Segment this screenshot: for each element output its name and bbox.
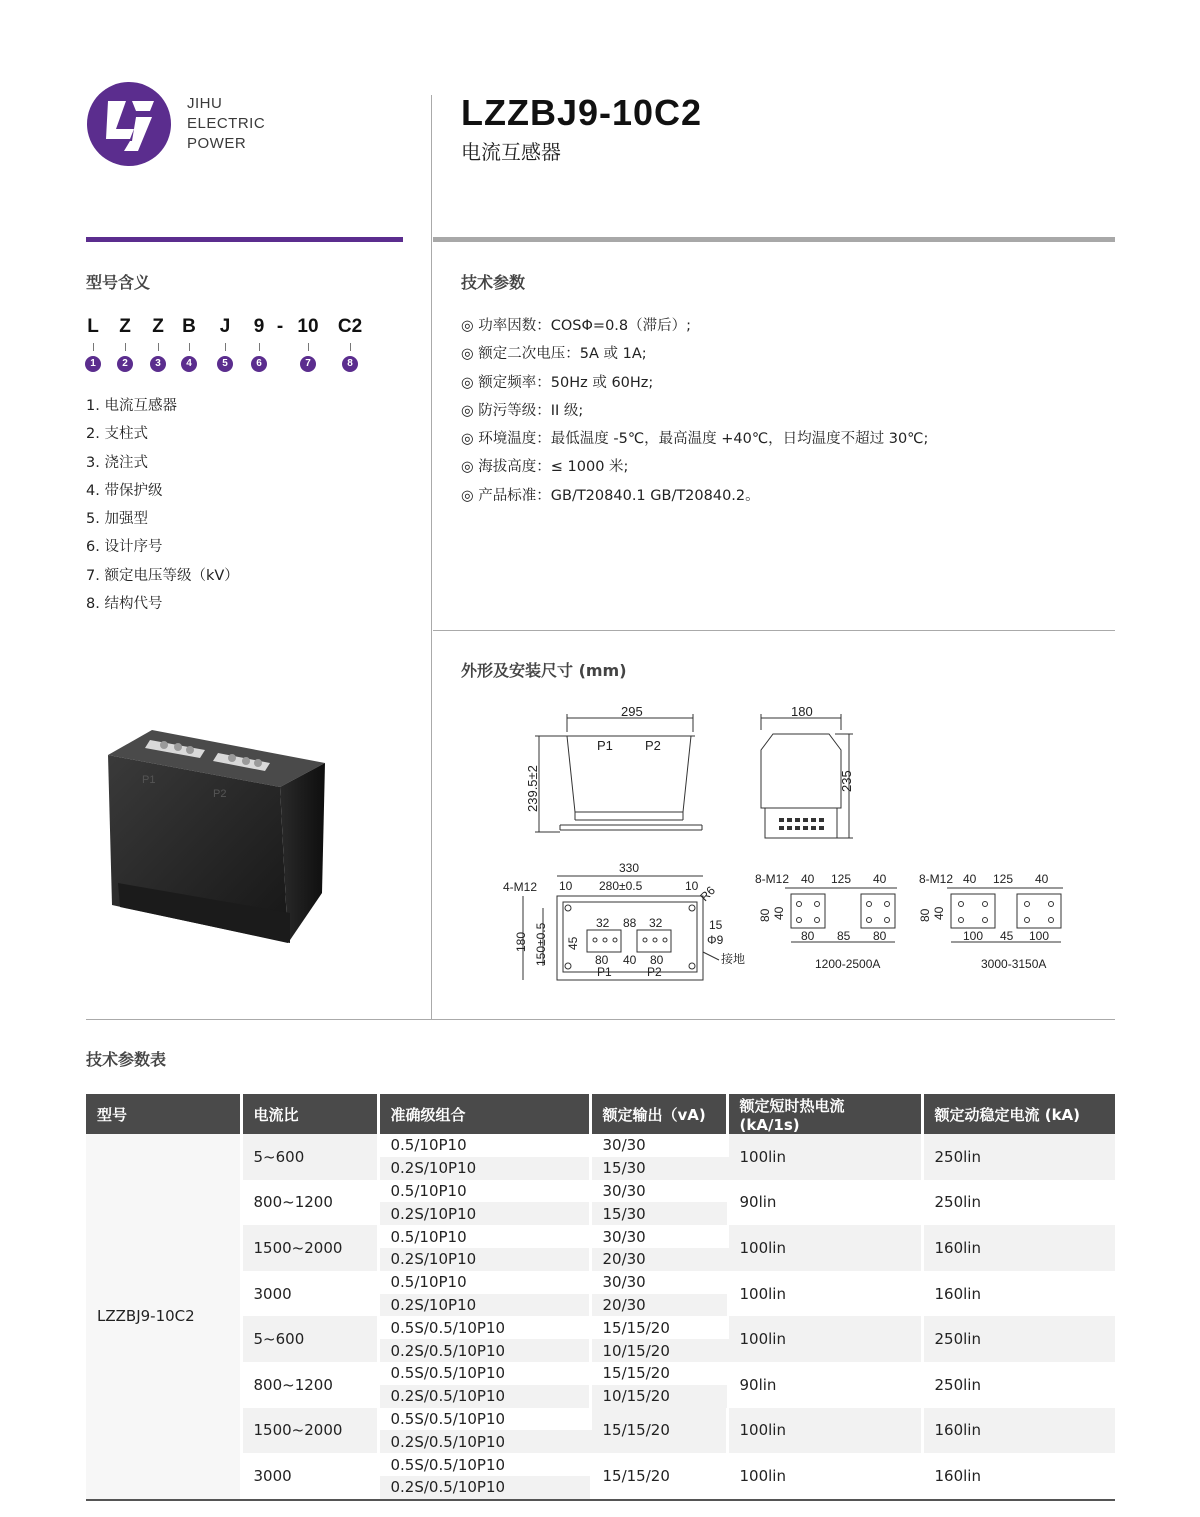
- code-letter: Z: [152, 316, 164, 337]
- table-row: [86, 1225, 1115, 1248]
- code-number: 1: [85, 356, 101, 372]
- meaning-item: 7. 额定电压等级（kV）: [86, 567, 239, 584]
- cell-ratio: 5~600: [241, 1134, 378, 1180]
- code-number: 6: [251, 356, 267, 372]
- cell-output: 20/30: [590, 1248, 727, 1271]
- gray-rule: [433, 237, 1115, 242]
- cell-output: 15/15/20: [590, 1408, 727, 1454]
- dim-base-edge-r: 10: [685, 879, 699, 893]
- param-item: ◎ 额定二次电压：5A 或 1A;: [461, 346, 647, 363]
- tech-params-list: [461, 312, 928, 510]
- cell-accuracy: 0.5/10P10: [378, 1134, 590, 1157]
- table-row: [86, 1134, 1115, 1157]
- code-letter: B: [182, 316, 196, 337]
- dim-side-width: 180: [791, 704, 813, 719]
- cell-output: 30/30: [590, 1180, 727, 1203]
- cell-output: 10/15/20: [590, 1385, 727, 1408]
- header-divider: [431, 95, 432, 1020]
- term-b-h2: 40: [932, 906, 946, 920]
- term-a-h1: 80: [758, 908, 772, 922]
- code-number: 3: [150, 356, 166, 372]
- cell-accuracy: 0.5/10P10: [378, 1180, 590, 1203]
- cell-thermal: 100lin: [727, 1225, 922, 1271]
- term-a-label: 1200-2500A: [815, 957, 881, 971]
- cell-dynamic: 250lin: [922, 1134, 1115, 1180]
- dim-base-span: 280±0.5: [599, 879, 643, 893]
- code-tick: [125, 343, 126, 351]
- dim-base-h45: 45: [566, 936, 580, 950]
- product-photo: [100, 725, 330, 950]
- cell-accuracy: 0.2S/0.5/10P10: [378, 1430, 590, 1453]
- dimension-drawings: [495, 700, 1075, 990]
- cell-output: 30/30: [590, 1225, 727, 1248]
- cell-accuracy: 0.2S/10P10: [378, 1294, 590, 1317]
- cell-output: 15/15/20: [590, 1316, 727, 1339]
- term-b-w2: 45: [1000, 929, 1014, 943]
- cell-accuracy: 0.2S/10P10: [378, 1157, 590, 1180]
- dim-front-width: 295: [621, 704, 643, 719]
- param-item: ◎ 功率因数：COSΦ=0.8（滞后）;: [461, 318, 692, 334]
- param-item: ◎ 额定频率：50Hz 或 60Hz;: [461, 374, 654, 391]
- cell-dynamic: 250lin: [922, 1180, 1115, 1226]
- meaning-item: 3. 浇注式: [86, 454, 148, 471]
- param-item: ◎ 防污等级：II 级;: [461, 402, 584, 419]
- cell-accuracy: 0.2S/0.5/10P10: [378, 1339, 590, 1362]
- cell-output: 15/30: [590, 1202, 727, 1225]
- cell-output: 15/15/20: [590, 1362, 727, 1385]
- term-a-h2: 40: [772, 906, 786, 920]
- cell-thermal: 90lin: [727, 1180, 922, 1226]
- code-tick: [350, 343, 351, 351]
- param-item: ◎ 产品标准：GB/T20840.1 GB/T20840.2。: [461, 487, 760, 504]
- code-letter: 9: [253, 316, 265, 337]
- dim-base-depth-in: 150±0.5: [534, 922, 548, 966]
- dim-base-radius: R6: [697, 883, 718, 905]
- cell-accuracy: 0.2S/0.5/10P10: [378, 1476, 590, 1499]
- cell-dynamic: 160lin: [922, 1225, 1115, 1271]
- code-letter: 10: [297, 316, 319, 337]
- dimensions-heading: 外形及安装尺寸 (mm): [461, 661, 627, 680]
- code-letter: L: [87, 316, 99, 337]
- photo-label-p1: P1: [142, 774, 156, 786]
- table-row: [86, 1453, 1115, 1476]
- term-b-label: 3000-3150A: [981, 957, 1047, 971]
- dim-side-height: 235: [839, 770, 854, 792]
- col-header: 型号: [86, 1094, 241, 1134]
- code-letter: C2: [337, 316, 363, 337]
- dim-base-t3: 32: [649, 916, 663, 930]
- cell-thermal: 100lin: [727, 1453, 922, 1499]
- cell-accuracy: 0.5S/0.5/10P10: [378, 1453, 590, 1476]
- cell-dynamic: 160lin: [922, 1271, 1115, 1317]
- code-tick: [259, 343, 260, 351]
- cell-ratio: 1500~2000: [241, 1408, 378, 1454]
- cell-model: LZZBJ9-10C2: [86, 1134, 241, 1499]
- dim-base-b1: 80: [595, 953, 609, 967]
- code-tick: [225, 343, 226, 351]
- section-divider: [433, 630, 1115, 631]
- code-number: 7: [300, 356, 316, 372]
- term-b-w3: 100: [1029, 929, 1050, 943]
- model-meaning-heading: 型号含义: [86, 273, 151, 292]
- col-header: 电流比: [241, 1094, 378, 1134]
- cell-thermal: 90lin: [727, 1362, 922, 1408]
- purple-rule: [86, 237, 403, 242]
- cell-ratio: 1500~2000: [241, 1225, 378, 1271]
- dim-base-bolt: 4-M12: [503, 880, 538, 894]
- param-item: ◎ 海拔高度：≤ 1000 米;: [461, 459, 629, 476]
- meaning-item: 6. 设计序号: [86, 539, 163, 556]
- table-header-row: [86, 1094, 1115, 1134]
- meaning-item: 2. 支柱式: [86, 426, 148, 443]
- cell-dynamic: 250lin: [922, 1316, 1115, 1362]
- dim-base-p1: P1: [597, 965, 612, 979]
- term-a-w1: 80: [801, 929, 815, 943]
- code-number: 2: [117, 356, 133, 372]
- cell-accuracy: 0.5S/0.5/10P10: [378, 1408, 590, 1431]
- meaning-item: 4. 带保护级: [86, 482, 163, 499]
- cell-ratio: 3000: [241, 1271, 378, 1317]
- dim-base-total: 330: [619, 861, 640, 875]
- meaning-item: 1. 电流互感器: [86, 398, 177, 414]
- term-b-a: 40: [963, 872, 977, 886]
- cell-dynamic: 160lin: [922, 1453, 1115, 1499]
- code-tick: [158, 343, 159, 351]
- term-b-b: 125: [993, 872, 1014, 886]
- dim-base-ground: 接地: [721, 952, 746, 966]
- cell-dynamic: 250lin: [922, 1362, 1115, 1408]
- table-heading: 技术参数表: [86, 1050, 167, 1069]
- meaning-item: 8. 结构代号: [86, 596, 163, 613]
- term-b-bolt: 8-M12: [919, 872, 954, 886]
- cell-accuracy: 0.5S/0.5/10P10: [378, 1362, 590, 1385]
- cell-output: 30/30: [590, 1271, 727, 1294]
- cell-accuracy: 0.2S/10P10: [378, 1202, 590, 1225]
- cell-output: 20/30: [590, 1294, 727, 1317]
- cell-accuracy: 0.2S/10P10: [378, 1248, 590, 1271]
- dim-base-edge-l: 10: [559, 879, 573, 893]
- table-row: [86, 1271, 1115, 1294]
- meaning-item: 5. 加强型: [86, 511, 148, 528]
- brand-line-1: JIHU: [187, 95, 223, 112]
- cell-accuracy: 0.5/10P10: [378, 1271, 590, 1294]
- term-b-h1: 80: [918, 908, 932, 922]
- term-a-b: 125: [831, 872, 852, 886]
- tech-params-heading: 技术参数: [461, 273, 526, 292]
- photo-label-p2: P2: [213, 788, 227, 800]
- code-number: 4: [181, 356, 197, 372]
- cell-output: 30/30: [590, 1134, 727, 1157]
- model-code: [80, 316, 380, 376]
- dim-front-p2: P2: [645, 738, 661, 753]
- param-item: ◎ 环境温度：最低温度 -5℃，最高温度 +40℃，日均温度不超过 30℃;: [461, 431, 929, 448]
- term-a-w2: 85: [837, 929, 851, 943]
- cell-thermal: 100lin: [727, 1271, 922, 1317]
- term-b-w1: 100: [963, 929, 984, 943]
- brand-logo: [86, 81, 172, 167]
- cell-dynamic: 160lin: [922, 1408, 1115, 1454]
- table-bottom-rule: [86, 1499, 1115, 1501]
- dim-front-p1: P1: [597, 738, 613, 753]
- term-a-a: 40: [801, 872, 815, 886]
- col-header: 额定输出（vA): [590, 1094, 727, 1134]
- table-divider: [86, 1019, 1115, 1020]
- cell-ratio: 3000: [241, 1453, 378, 1499]
- code-number: 8: [342, 356, 358, 372]
- cell-output: 10/15/20: [590, 1339, 727, 1362]
- brand-line-3: POWER: [187, 135, 247, 152]
- term-a-w3: 80: [873, 929, 887, 943]
- col-header: 额定动稳定电流 (kA): [922, 1094, 1115, 1134]
- brand-line-2: ELECTRIC: [187, 115, 266, 132]
- code-letter: J: [219, 316, 231, 337]
- dim-base-b2: 40: [623, 953, 637, 967]
- col-header: 额定短时热电流 (kA/1s): [727, 1094, 922, 1134]
- dim-base-side15: 15: [709, 918, 723, 932]
- logo-icon: [86, 81, 172, 167]
- page-subtitle: 电流互感器: [461, 140, 561, 164]
- dim-base-b3: 80: [650, 953, 664, 967]
- code-tick: [308, 343, 309, 351]
- model-meaning-list: [86, 392, 239, 618]
- cell-accuracy: 0.2S/0.5/10P10: [378, 1385, 590, 1408]
- dim-base-p2: P2: [647, 965, 662, 979]
- dim-front-height: 239.5±2: [525, 765, 540, 812]
- cell-output: 15/15/20: [590, 1453, 727, 1499]
- cell-ratio: 5~600: [241, 1316, 378, 1362]
- table-row: [86, 1362, 1115, 1385]
- cell-accuracy: 0.5/10P10: [378, 1225, 590, 1248]
- code-letter: Z: [119, 316, 131, 337]
- cell-output: 15/30: [590, 1157, 727, 1180]
- code-tick: [93, 343, 94, 351]
- cell-thermal: 100lin: [727, 1134, 922, 1180]
- col-header: 准确级组合: [378, 1094, 590, 1134]
- table-row: [86, 1408, 1115, 1431]
- table-row: [86, 1180, 1115, 1203]
- cell-ratio: 800~1200: [241, 1180, 378, 1226]
- dim-base-t2: 88: [623, 916, 637, 930]
- cell-accuracy: 0.5S/0.5/10P10: [378, 1316, 590, 1339]
- dim-base-hole: Φ9: [707, 933, 724, 947]
- dim-base-depth: 180: [514, 931, 528, 952]
- cell-thermal: 100lin: [727, 1408, 922, 1454]
- brand-name: [187, 94, 265, 154]
- cell-thermal: 100lin: [727, 1316, 922, 1362]
- spec-table: [86, 1094, 1115, 1499]
- term-a-c: 40: [873, 872, 887, 886]
- cell-ratio: 800~1200: [241, 1362, 378, 1408]
- term-b-c: 40: [1035, 872, 1049, 886]
- code-letter: -: [276, 316, 284, 337]
- term-a-bolt: 8-M12: [755, 872, 790, 886]
- page-title: LZZBJ9-10C2: [461, 92, 703, 133]
- table-row: [86, 1316, 1115, 1339]
- dim-base-t1: 32: [596, 916, 610, 930]
- code-tick: [189, 343, 190, 351]
- code-number: 5: [217, 356, 233, 372]
